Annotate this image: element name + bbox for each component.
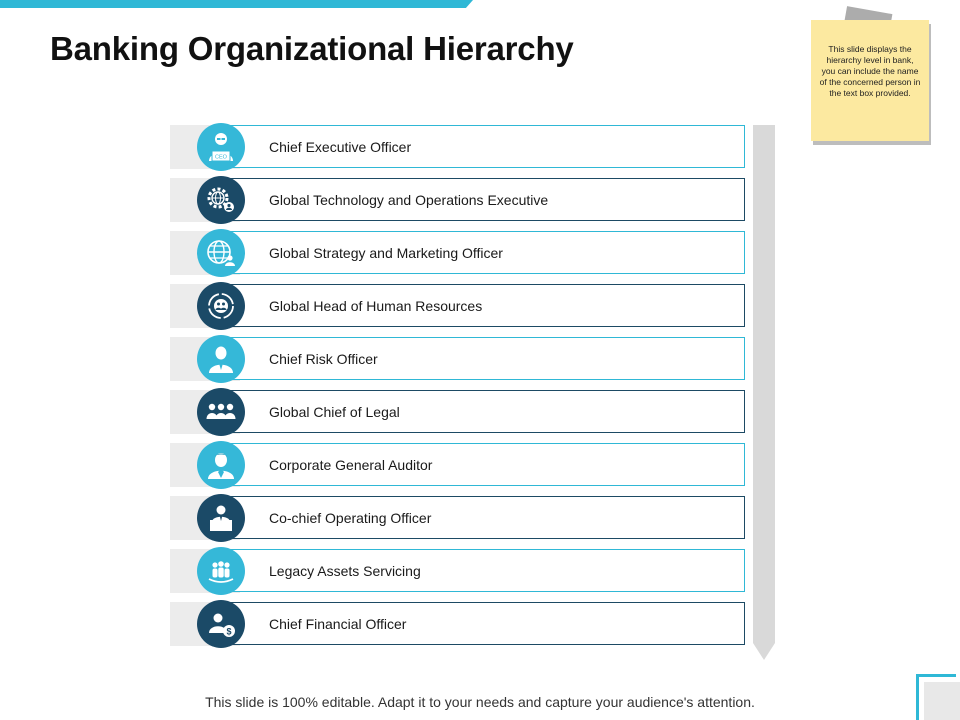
row-label: Corporate General Auditor	[269, 457, 433, 473]
row-label: Chief Executive Officer	[269, 139, 412, 155]
top-accent-bar	[0, 0, 473, 8]
team-icon	[197, 388, 245, 436]
row-label: Legacy Assets Servicing	[269, 563, 421, 579]
person-tie-icon	[197, 335, 245, 383]
row-label: Global Strategy and Marketing Officer	[269, 245, 503, 261]
hr-cycle-icon	[197, 282, 245, 330]
row-label: Global Head of Human Resources	[269, 298, 483, 314]
row-label: Chief Risk Officer	[269, 351, 378, 367]
globe-person-icon	[197, 229, 245, 277]
person-dollar-icon	[197, 600, 245, 648]
group-icon	[197, 547, 245, 595]
row-label: Chief Financial Officer	[269, 616, 407, 632]
row-label: Co-chief Operating Officer	[269, 510, 432, 526]
desk-person-icon	[197, 494, 245, 542]
row-label: Global Technology and Operations Executive	[269, 192, 549, 208]
corner-decoration	[916, 674, 956, 720]
page-title: Banking Organizational Hierarchy	[50, 30, 574, 67]
sticky-note-text: This slide displays the hierarchy level in bank, you can include the name of the concerned person in the text box provided.	[819, 44, 921, 98]
row-label: Global Chief of Legal	[269, 404, 400, 420]
svg-text:$: $	[226, 626, 232, 637]
gear-globe-icon	[197, 176, 245, 224]
ceo-badge-text: CEO	[215, 154, 227, 161]
footer-text: This slide is 100% editable. Adapt it to your needs and capture your audience's attention.	[205, 694, 755, 710]
hierarchy-down-arrow	[749, 125, 779, 660]
sticky-note	[811, 20, 929, 141]
ceo-icon	[197, 123, 245, 171]
auditor-icon	[197, 441, 245, 489]
